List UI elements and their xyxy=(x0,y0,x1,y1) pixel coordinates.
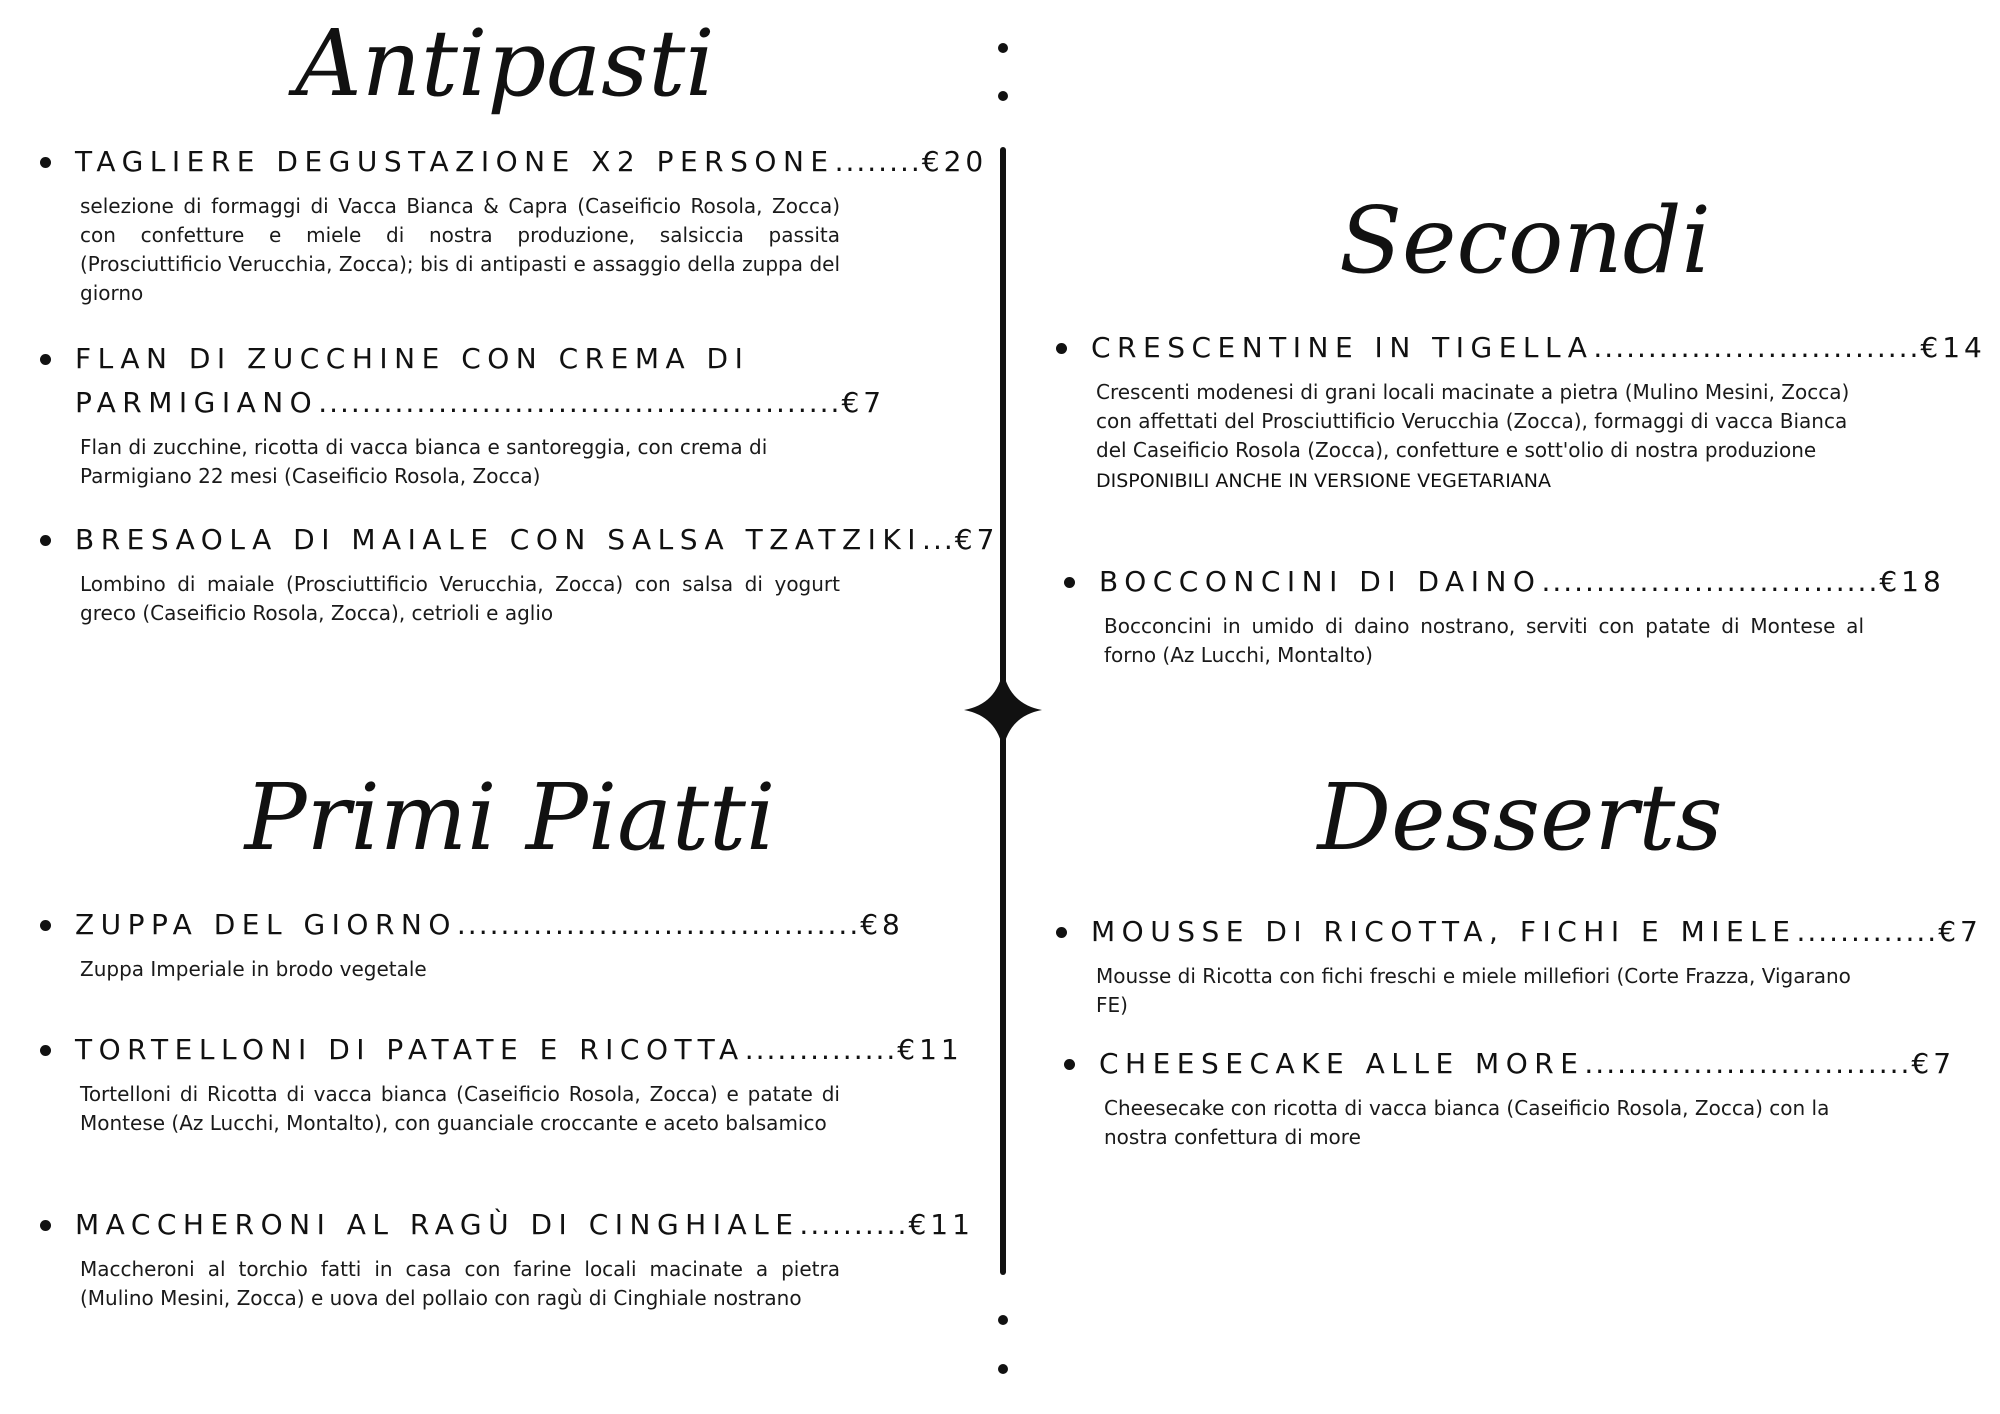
bullet-icon xyxy=(1064,1059,1075,1070)
menu-item-tagliere xyxy=(40,140,990,308)
menu-item-bresaola xyxy=(40,518,999,628)
item-name: MOUSSE DI RICOTTA, FICHI E MIELE xyxy=(1091,915,1797,948)
item-price: €11 xyxy=(897,1033,963,1066)
item-price: €7 xyxy=(954,523,999,556)
item-description: Lombino di maiale (Prosciuttificio Verucchia, Zocca) con salsa di yogurt greco (Caseificio Rosola, Zocca), cetrioli e aglio xyxy=(80,572,840,625)
item-description: Cheesecake con ricotta di vacca bianca (Caseificio Rosola, Zocca) con la nostra confettura di more xyxy=(1104,1096,1830,1149)
item-price: €14 xyxy=(1920,331,1986,364)
item-leader-dots: .............................. xyxy=(1584,1047,1912,1080)
menu-item-maccheroni xyxy=(40,1203,990,1313)
menu-item-flan xyxy=(40,337,990,491)
item-leader-dots: ................................................ xyxy=(318,386,842,419)
item-leader-dots: ..................................... xyxy=(456,908,861,941)
item-heading xyxy=(1064,1042,1996,1086)
item-price: €8 xyxy=(860,908,904,941)
item-description: Zuppa Imperiale in brodo vegetale xyxy=(80,957,427,981)
item-description: Mousse di Ricotta con fichi freschi e miele millefiori (Corte Frazza, Vigarano FE) xyxy=(1096,964,1851,1017)
item-price: €7 xyxy=(1911,1047,1956,1080)
bullet-icon xyxy=(1056,927,1067,938)
item-heading xyxy=(1064,560,1996,604)
section-title-desserts: Desserts xyxy=(1317,764,1723,871)
item-heading xyxy=(40,1028,990,1072)
item-heading xyxy=(40,903,990,947)
menu-item-crescentine xyxy=(1056,326,1996,496)
item-price: €7 xyxy=(841,386,886,419)
item-leader-dots: .............. xyxy=(744,1033,898,1066)
item-description: Bocconcini in umido di daino nostrano, serviti con patate di Montese al forno (Az Lucchi, Montalto) xyxy=(1104,614,1864,667)
item-price: €7 xyxy=(1938,915,1982,948)
item-heading xyxy=(1056,910,1996,954)
bullet-icon xyxy=(40,1045,51,1056)
item-heading xyxy=(40,518,999,562)
item-price: €11 xyxy=(908,1208,974,1241)
divider-dot-bottom-1 xyxy=(998,1315,1008,1325)
item-leader-dots: .............................. xyxy=(1593,331,1921,364)
divider-dot-top-1 xyxy=(998,43,1008,53)
item-leader-dots: ... xyxy=(922,523,955,556)
item-description: selezione di formaggi di Vacca Bianca & Capra (Caseificio Rosola, Zocca) con confetture e miele di nostra produzione, salsiccia passita (Prosciuttificio Verucchia, Zocca); bis di antipasti e assaggio della zuppa del giorno xyxy=(80,194,840,305)
item-price: €18 xyxy=(1879,565,1945,598)
section-title-secondi: Secondi xyxy=(1339,187,1711,294)
menu-item-zuppa xyxy=(40,903,990,984)
item-name: FLAN DI ZUCCHINE CON CREMA DI PARMIGIANO xyxy=(75,342,750,419)
menu-item-cheesecake xyxy=(1064,1042,1996,1152)
item-description: Maccheroni al torchio fatti in casa con farine locali macinate a pietra (Mulino Mesini, Zocca) e uova del pollaio con ragù di Cinghiale nostrano xyxy=(80,1257,840,1310)
item-description: Crescenti modenesi di grani locali macinate a pietra (Mulino Mesini, Zocca) con affettati del Prosciuttificio Verucchia (Zocca), formaggi di vacca Bianca del Caseificio Rosola (Zocca), confetture e sott'olio di nostra produzione xyxy=(1096,380,1850,462)
item-leader-dots: .......... xyxy=(799,1208,909,1241)
item-name: CHEESECAKE ALLE MORE xyxy=(1099,1047,1585,1080)
section-title-antipasti: Antipasti xyxy=(295,10,715,117)
item-heading xyxy=(40,337,975,425)
item-leader-dots: ............. xyxy=(1796,915,1939,948)
item-name: MACCHERONI AL RAGÙ DI CINGHIALE xyxy=(75,1208,800,1241)
bullet-icon xyxy=(40,920,51,931)
menu-item-tortelloni xyxy=(40,1028,990,1138)
bullet-icon xyxy=(1056,343,1067,354)
item-heading xyxy=(1056,326,1996,370)
item-heading xyxy=(40,140,990,184)
item-price: €20 xyxy=(921,145,988,178)
bullet-icon xyxy=(40,535,51,546)
divider-dot-bottom-2 xyxy=(998,1364,1008,1374)
item-name: BRESAOLA DI MAIALE CON SALSA TZATZIKI xyxy=(75,523,923,556)
item-name: ZUPPA DEL GIORNO xyxy=(75,908,457,941)
section-title-primi: Primi Piatti xyxy=(244,764,776,871)
menu-item-mousse xyxy=(1056,910,1996,1020)
item-name: BOCCONCINI DI DAINO xyxy=(1099,565,1542,598)
bullet-icon xyxy=(1064,577,1075,588)
bullet-icon xyxy=(40,354,51,365)
item-heading xyxy=(40,1203,990,1247)
item-leader-dots: ............................... xyxy=(1541,565,1880,598)
bullet-icon xyxy=(40,1220,51,1231)
item-name: CRESCENTINE IN TIGELLA xyxy=(1091,331,1594,364)
menu-item-bocconcini xyxy=(1064,560,1996,670)
item-name: TAGLIERE DEGUSTAZIONE X2 PERSONE xyxy=(75,145,835,178)
item-description: Flan di zucchine, ricotta di vacca bianca e santoreggia, con crema di Parmigiano 22 mesi (Caseificio Rosola, Zocca) xyxy=(80,435,768,488)
item-name: TORTELLONI DI PATATE E RICOTTA xyxy=(75,1033,745,1066)
divider-dot-top-2 xyxy=(998,91,1008,101)
bullet-icon xyxy=(40,157,51,168)
vegetarian-note: DISPONIBILI ANCHE IN VERSIONE VEGETARIANA xyxy=(1096,470,1552,492)
item-leader-dots: ........ xyxy=(834,145,922,178)
four-point-star-icon xyxy=(964,670,1042,750)
item-description: Tortelloni di Ricotta di vacca bianca (Caseificio Rosola, Zocca) e patate di Montese (Az Lucchi, Montalto), con guanciale croccante e aceto balsamico xyxy=(80,1082,840,1135)
